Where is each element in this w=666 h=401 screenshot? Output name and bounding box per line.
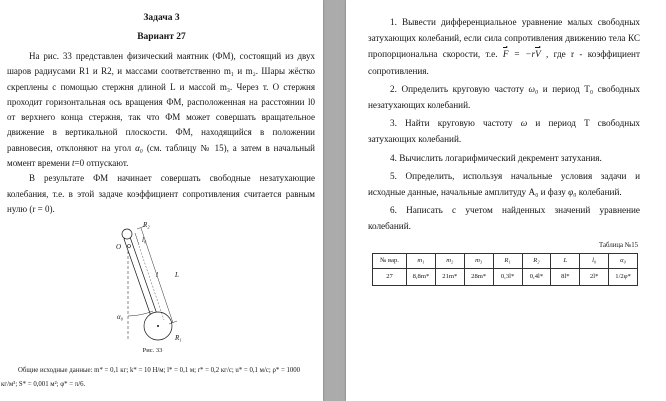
table-row: [373, 268, 638, 285]
phi0-symbol: φ₀: [568, 187, 577, 198]
table-cell: 0,4l*: [522, 268, 551, 285]
description-text-continued: (см. таблицу № 15), а затем в начальный момент времени: [7, 142, 315, 169]
force-vector-symbol: F: [503, 46, 509, 62]
task-item-3: [368, 115, 640, 147]
task-1-text: 1. Вывести дифференциальное уравнение малых свободных затухающих колебаний, если сила сопротивления движению тела КС пропорциональна скорости, т.е.: [368, 17, 640, 60]
label-L: L: [175, 271, 179, 280]
table-header-cell: m₂: [435, 253, 464, 268]
table-header-row: [373, 253, 638, 268]
time-symbol: t: [72, 158, 75, 169]
task-2-text-end: и период T₀ свободных незатухающих колебаний.: [368, 83, 640, 111]
task-item-2: [368, 81, 640, 113]
general-initial-data: Общие исходные данные: m* = 0,1 кг; k* = 10 Н/м; l* = 0,1 м; r* = 0,2 кг/с; u* = 0,1 м/с; ρ* = 1000 кг/м³; S* = 0,001 м²; φ* = π/6.: [1, 367, 301, 388]
figure-caption: Рис. 33: [142, 347, 163, 355]
description-text-end: =0 отпускают.: [74, 158, 129, 169]
task-5-text: 5. Определить, используя начальные условия задачи и исходные данные, начальные амплитуду A₀ и фазу: [368, 170, 640, 198]
table-cell: 8,8m*: [407, 268, 436, 285]
problem-title: Задача 3: [143, 13, 180, 23]
variant-data-table: [372, 253, 638, 286]
task-5-text-end: колебаний.: [576, 187, 622, 198]
table-cell: 28m*: [464, 268, 493, 285]
table-cell: 1/2φ*: [609, 268, 638, 285]
label-O: O: [116, 243, 122, 252]
page-right: [346, 0, 666, 401]
pendulum-diagram: [95, 219, 195, 345]
omega0-symbol: ω₀: [528, 83, 539, 94]
dimension-line-l0: [135, 233, 139, 245]
table-header-cell: l₀: [580, 253, 609, 268]
task-item-1: [368, 14, 640, 79]
initial-angle-symbol: α₀: [135, 142, 143, 153]
task-item-5: [368, 168, 640, 200]
table-header-cell: m₃: [464, 253, 493, 268]
task-3-text: 3. Найти круговую частоту: [390, 118, 521, 129]
table-header-cell: R₂: [522, 253, 551, 268]
task-item-6: 6. Написать с учетом найденных значений уравнение колебаний.: [368, 205, 640, 232]
omega-symbol: ω: [520, 118, 528, 129]
variant-title: Вариант 27: [137, 32, 186, 42]
table-header-cell: m₁: [407, 253, 436, 268]
label-alpha0: α₀: [117, 313, 124, 322]
table-header-cell: R₁: [493, 253, 522, 268]
bottom-ball-center: [157, 325, 159, 327]
label-R1: R₁: [175, 334, 182, 343]
table-caption: Таблица №15: [599, 241, 638, 249]
rod: [124, 237, 158, 319]
label-l: l: [156, 271, 158, 280]
pendulum-figure: [0, 219, 323, 345]
top-ball: [122, 229, 132, 239]
task-item-4: 4. Вычислить логарифмический декремент затухания.: [390, 152, 602, 163]
formula-middle: = −r: [508, 49, 536, 60]
description-text: На рис. 33 представлен физический маятник (ФМ), состоящий из двух шаров радиусами R1 и R2, и массами соответственно m₁ и m₂. Шары жёстко скреплены с помощью стержня длиной L и массой m₃. Через т. О стержня проходит горизонтальная ось вращения ФМ, расположенная на расстоянии l0 от верхнего конца стержня, так что ФМ может совершать вращательное движение в вертикальной плоскости. ФМ, находящийся в положении равновесия, отклоняют на угол: [7, 51, 315, 153]
rotation-axis-point: [128, 245, 131, 248]
table-cell: 21m*: [435, 268, 464, 285]
velocity-vector-symbol: V: [535, 46, 541, 62]
table-header-cell: α₀: [609, 253, 638, 268]
page-left: [0, 0, 323, 401]
label-R2: R₂: [143, 221, 150, 230]
table-cell: 8l*: [551, 268, 580, 285]
task-list: [346, 0, 666, 286]
table-header-cell: L: [551, 253, 580, 268]
table-cell: 0,3l*: [493, 268, 522, 285]
table-header-cell: № вар.: [373, 253, 407, 268]
table-cell: 2l*: [580, 268, 609, 285]
task-1-text-end: , где r - коэффициент сопротивления.: [368, 49, 640, 76]
problem-description-paragraph: [7, 49, 315, 171]
task-2-text: 2. Определить круговую частоту: [390, 83, 529, 94]
task-3-text-end: и период T свободных затухающих колебаний.: [368, 118, 640, 145]
label-l0: l₀: [142, 236, 147, 245]
free-oscillations-paragraph: В результате ФМ начинает совершать свободные незатухающие колебания, т.е. в этой задаче коэффициент сопротивления считается равным нулю (r = 0).: [7, 173, 315, 214]
table-cell: 27: [373, 268, 407, 285]
